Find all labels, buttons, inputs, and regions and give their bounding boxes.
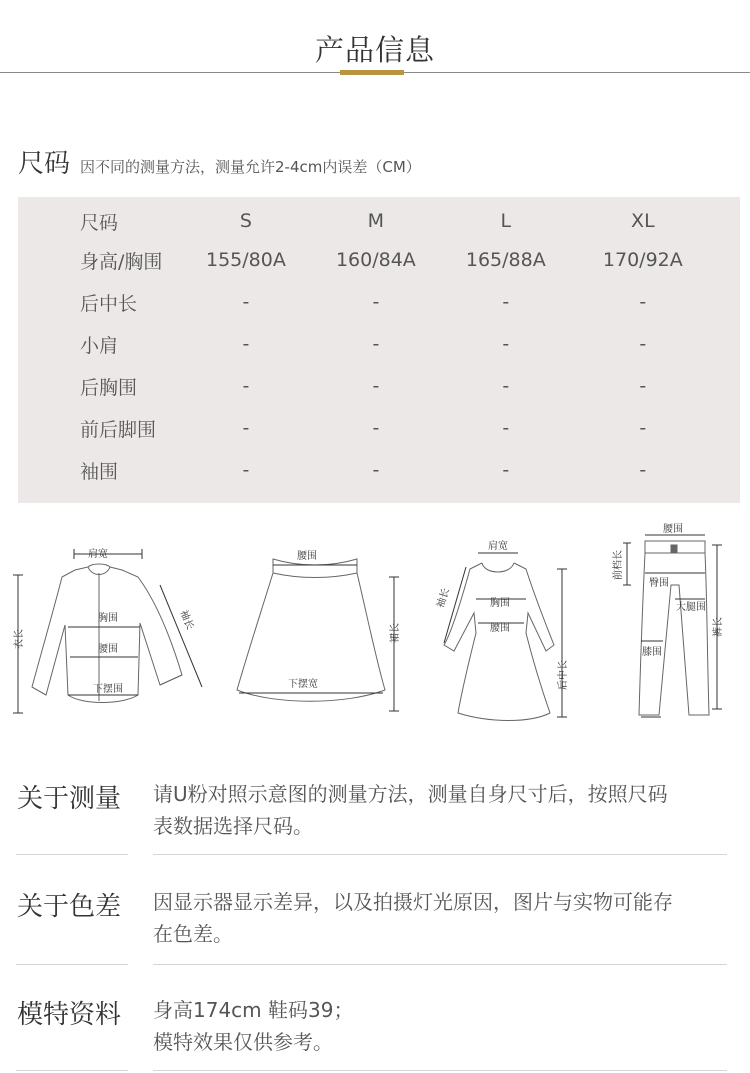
size-table-cell: - bbox=[502, 375, 510, 397]
size-table-cell: S bbox=[239, 210, 252, 232]
size-table-cell: - bbox=[372, 417, 380, 439]
shirt-waist-label: 腰围 bbox=[98, 644, 118, 655]
size-table-cell: - bbox=[639, 375, 647, 397]
size-section-title: 尺码 bbox=[18, 149, 71, 179]
info-text-model bbox=[153, 994, 733, 1058]
page-header bbox=[0, 0, 750, 80]
size-table-cell: - bbox=[242, 375, 250, 397]
pants-hip-label: 臀围 bbox=[649, 578, 669, 589]
info-text-line: 在色差。 bbox=[153, 922, 233, 946]
skirt-length-label: 裙长 bbox=[390, 623, 401, 643]
size-table-row bbox=[18, 449, 740, 491]
dress-diagram bbox=[430, 515, 580, 725]
dress-waist-label: 腰围 bbox=[490, 623, 510, 634]
shirt-chest-label: 胸围 bbox=[98, 613, 118, 624]
shirt-shoulder-label: 肩宽 bbox=[88, 549, 108, 560]
dress-sleeve-label: 袖长 bbox=[435, 587, 452, 610]
shirt-diagram bbox=[10, 515, 210, 725]
info-text-line: 身高174cm 鞋码39； bbox=[153, 998, 354, 1022]
shirt-sleeve-label: 袖长 bbox=[177, 608, 196, 632]
size-table-row-label: 后胸围 bbox=[80, 376, 138, 399]
info-divider bbox=[16, 854, 128, 855]
info-divider bbox=[16, 1070, 128, 1071]
info-title-model: 模特资料 bbox=[17, 1000, 122, 1030]
size-table-row-label: 袖围 bbox=[80, 460, 119, 483]
skirt-diagram bbox=[225, 515, 410, 725]
info-row-color bbox=[0, 886, 750, 986]
size-table-cell: 155/80A bbox=[205, 249, 286, 271]
size-table-cell: - bbox=[502, 459, 510, 481]
size-table-cell: - bbox=[242, 417, 250, 439]
size-table-cell: - bbox=[242, 333, 250, 355]
info-text-line: 请U粉对照示意图的测量方法，测量自身尺寸后，按照尺码 bbox=[153, 782, 668, 806]
size-table-row-label: 前后脚围 bbox=[80, 418, 157, 441]
info-text-measurement bbox=[153, 778, 733, 842]
page-title: 产品信息 bbox=[314, 33, 435, 67]
size-section-heading bbox=[18, 143, 421, 180]
info-text-line: 因显示器显示差异，以及拍摄灯光原因，图片与实物可能存 bbox=[153, 890, 673, 914]
info-row-model bbox=[0, 994, 750, 1073]
size-table-row bbox=[18, 281, 740, 323]
size-table-cell: - bbox=[639, 291, 647, 313]
size-table-cell: M bbox=[367, 210, 385, 232]
info-divider bbox=[153, 1070, 727, 1071]
size-table-cell: - bbox=[639, 333, 647, 355]
size-table bbox=[18, 197, 740, 503]
info-divider bbox=[16, 964, 128, 965]
shirt-hem-label: 下摆围 bbox=[93, 684, 123, 695]
dress-length-label: 后中长 bbox=[558, 660, 569, 690]
size-table-row-label: 后中长 bbox=[80, 292, 138, 315]
size-table-cell: - bbox=[639, 459, 647, 481]
info-row-measurement bbox=[0, 778, 750, 878]
pants-waist-label: 腰围 bbox=[663, 524, 683, 535]
info-title-measurement: 关于测量 bbox=[17, 784, 122, 814]
size-table-cell: - bbox=[502, 333, 510, 355]
size-table-row bbox=[18, 323, 740, 365]
skirt-hem-label: 下摆宽 bbox=[288, 679, 318, 690]
size-table-cell: 170/92A bbox=[602, 249, 683, 271]
size-table-row-label: 尺码 bbox=[80, 211, 119, 234]
size-table-row bbox=[18, 365, 740, 407]
shirt-length-label: 衣长 bbox=[14, 629, 25, 649]
size-table-cell: - bbox=[372, 333, 380, 355]
size-table-cell: 165/88A bbox=[465, 249, 546, 271]
info-title-color: 关于色差 bbox=[17, 892, 122, 922]
size-table-row bbox=[18, 239, 740, 281]
size-table-cell: - bbox=[502, 417, 510, 439]
info-text-color bbox=[153, 886, 733, 950]
skirt-waist-label: 腰围 bbox=[297, 551, 317, 562]
info-divider bbox=[153, 964, 727, 965]
size-table-cell: - bbox=[372, 459, 380, 481]
size-table-cell: - bbox=[242, 291, 250, 313]
info-text-line: 表数据选择尺码。 bbox=[153, 814, 313, 838]
measurement-diagrams bbox=[0, 515, 750, 730]
pants-rise-label: 前档长 bbox=[613, 550, 624, 580]
info-text-line: 模特效果仅供参考。 bbox=[153, 1030, 333, 1054]
pants-length-label: 裤长 bbox=[713, 617, 724, 637]
pants-thigh-label: 大腿围 bbox=[676, 602, 706, 613]
size-table-cell: - bbox=[502, 291, 510, 313]
size-table-row bbox=[18, 407, 740, 449]
header-accent-bar bbox=[340, 70, 404, 75]
size-section-subtitle: 因不同的测量方法，测量允许2-4cm内误差（CM） bbox=[80, 158, 421, 176]
size-table-cell: L bbox=[500, 210, 512, 232]
info-divider bbox=[153, 854, 727, 855]
size-table-cell: XL bbox=[631, 210, 655, 232]
size-table-row-label: 身高/胸围 bbox=[80, 250, 163, 273]
size-table-cell: - bbox=[372, 375, 380, 397]
pants-knee-label: 膝围 bbox=[642, 647, 662, 658]
dress-chest-label: 胸围 bbox=[490, 598, 510, 609]
size-table-header-row bbox=[18, 197, 740, 239]
size-table-cell: - bbox=[372, 291, 380, 313]
size-table-cell: 160/84A bbox=[335, 249, 416, 271]
size-table-row-label: 小肩 bbox=[80, 334, 119, 357]
size-table-cell: - bbox=[242, 459, 250, 481]
size-table-cell: - bbox=[639, 417, 647, 439]
dress-shoulder-label: 肩宽 bbox=[488, 541, 508, 552]
pants-diagram bbox=[605, 515, 745, 725]
